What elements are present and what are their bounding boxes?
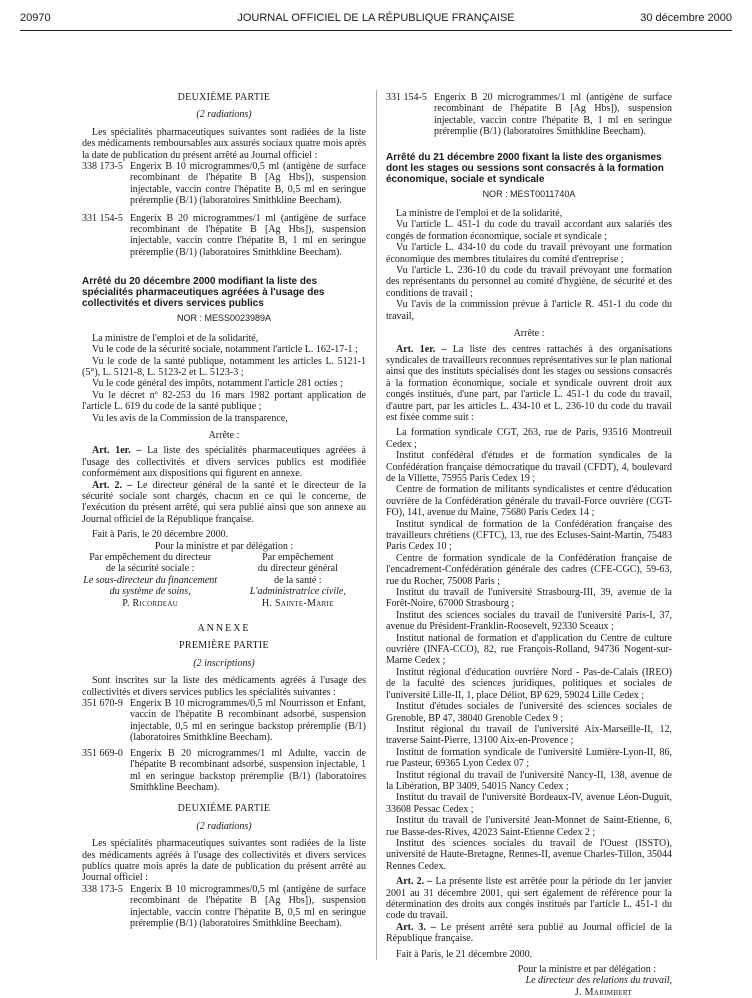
organisme: Institut régional du travail de l'université Aix-Marseille-II, 12, traverse Saint-Pierre, 13100 Aix-en-Provence ; (386, 723, 672, 747)
article-label: Art. 3. – (396, 921, 436, 933)
delegation-line: Pour la ministre et par délégation : (517, 964, 656, 976)
journal-title: JOURNAL OFFICIEL DE LA RÉPUBLIQUE FRANÇAISE (237, 12, 515, 24)
fait-line: Fait à Paris, le 21 décembre 2000. (396, 948, 533, 960)
organisme: Centre de formation de militants syndicalistes et centre d'éducation ouvrière de la Confédération générale du travail-Force ouvrière (CGT-FO), 141, avenue du Maine, 75680 Paris Cedex 14 ; (386, 484, 672, 519)
organisme: Institut des sciences sociales du travail de l'Ouest (ISSTO), université de Haute-Bretagne, Rennes-II, avenue Charles-Tillon, 35044 Rennes Cedex. (386, 837, 672, 872)
signature-line: de la santé : (274, 574, 322, 586)
item-text: Engerix B 10 microgrammes/0,5 ml Nourrisson et Enfant, vaccin de l'hépatite B recombinant adsorbé, suspension injectable, 0,5 ml en seringue backstop préremplie (B/1) (laboratoires Smithkline Beecham). (130, 698, 366, 744)
visa-line: Vu l'article L. 451-1 du code du travail accordant aux salariés des congés de formation économique, sociale et syndicale ; (386, 219, 672, 242)
visa-line: Vu le code de la santé publique, notamment les articles L. 5121-1 (5°), L. 5121-8, L. 5123-2 et L. 5123-3 ; (82, 355, 366, 378)
nor-reference: NOR : MESS0023989A (176, 313, 272, 324)
section-subtitle: (2 inscriptions) (193, 657, 255, 669)
column-divider (376, 90, 377, 960)
list-item (82, 213, 366, 259)
signature-right (230, 552, 366, 609)
arrete-label: Arrête : (208, 429, 240, 441)
page-number: 20970 (20, 12, 51, 24)
item-code: 351 669-0 (82, 747, 123, 759)
article-3 (386, 922, 672, 945)
organisme: Institut d'études sociales de l'université des sciences sociales de Grenoble, BP 47, 38040 Grenoble Cedex 9 ; (386, 701, 672, 724)
nor-reference: NOR : MEST0011740A (482, 188, 576, 199)
item-code: 351 670-9 (82, 698, 123, 710)
annexe-title: ANNEXE (197, 623, 251, 635)
visa-line: La ministre de l'emploi et de la solidarité, (396, 208, 563, 220)
organisme: Institut de formation syndicale de l'université Lumière-Lyon-II, 86, rue Pasteur, 69365 Lyon Cedex 07 ; (386, 746, 672, 770)
article-label: Art. 2. – (396, 876, 433, 888)
signature-line: Par empêchement du directeur (89, 552, 212, 563)
organisme: Institut syndical de formation de la Confédération française des travailleurs chrétiens (CFTC), 13, rue des Ecluses-Saint-Martin, 75483 Paris Cedex 10 ; (386, 518, 672, 553)
list-item (82, 748, 366, 794)
organisme: Centre de formation syndicale de la Confédération française de l'encadrement-Confédération générale des cadres (CFE-CGC), 59-63, rue du Rocher, 75008 Paris ; (386, 552, 672, 587)
article-text: Le présent arrêté sera publié au Journal officiel de la République française. (386, 921, 672, 945)
signature-name: J. Marimbert (574, 986, 632, 998)
issue-date: 30 décembre 2000 (640, 12, 732, 24)
delegation-line: Pour la ministre et par délégation : (154, 540, 294, 552)
item-text: Engerix B 10 microgrammes/0,5 ml (antigène de surface recombinant de l'hépatite B [Ag Hbs]), suspension injectable, vaccin contre l'hépatite B, 0,5 ml en seringue préremplie (B/1) (laboratoires Smithkline Beecham). (130, 161, 366, 207)
visa-line: Vu l'article L. 236-10 du code du travail prévoyant une formation des représentants du personnel au comité d'hygiène, de sécurité et des conditions de travail ; (386, 265, 672, 299)
signature-line: de la sécurité sociale : (106, 563, 195, 575)
article-text: La présente liste est arrêtée pour la période du 1er janvier 2001 au 31 décembre 2001, qui sert également de référence pour la détermination des droits aux congés institués par l'article L. 451-1 du code du travail. (386, 876, 672, 922)
right-column (386, 92, 672, 998)
organisme: Institut du travail de l'université Strasbourg-III, 39, avenue de la Forêt-Noire, 67000 Strasbourg ; (386, 587, 672, 610)
visa-line: Vu le décret nº 82-253 du 16 mars 1982 portant application de l'article L. 619 du code de la santé publique ; (82, 389, 366, 413)
signature-line: du système de soins, (109, 586, 191, 598)
signature-line: Le sous-directeur du financement (83, 574, 218, 586)
list-item (82, 161, 366, 207)
arrete-label: Arrête : (513, 328, 545, 340)
header-rule (20, 30, 732, 31)
list-item (82, 884, 366, 930)
article-label: Art. 2. – (92, 479, 132, 491)
visa-line: Vu l'avis de la commission prévue à l'article R. 451-1 du code du travail, (386, 299, 672, 322)
article-1 (82, 445, 366, 479)
paragraph: Les spécialités pharmaceutiques suivantes sont radiées de la liste des médicaments agréés à l'usage des collectivités et divers services publics quatre mois après la date de publication du présent arrêté au Journal officiel : (82, 838, 366, 884)
organisme: La formation syndicale CGT, 263, rue de Paris, 93516 Montreuil Cedex ; (386, 427, 672, 450)
paragraph: Sont inscrites sur la liste des médicaments agréés à l'usage des collectivités et divers services publics les spécialités suivantes : (82, 675, 366, 698)
article-label: Art. 1er. – (92, 445, 142, 457)
visa-line: Vu l'article L. 434-10 du code du travail prévoyant une formation économique des membres titulaires du comité d'entreprise ; (386, 242, 672, 265)
fait-line: Fait à Paris, le 20 décembre 2000. (92, 529, 229, 541)
visa-line: La ministre de l'emploi et de la solidarité, (92, 332, 259, 344)
list-item (82, 698, 366, 744)
article-text: La liste des spécialités pharmaceutiques agréées à l'usage des collectivités et divers services publics est modifiée conformément aux dispositions qui figurent en annexe. (82, 445, 366, 480)
article-text: La liste des centres rattachés à des organisations syndicales de travailleurs reconnues représentatives sur le plan national ainsi que des instituts spécialisés dont les stages ou sessions consacrés à la formation économique, sociale et syndicale ouvrent droit aux congés institués, d'une part, par l'article L. 451-1 du code du travail, d'autre part, par les articles L. 434-10 et L. 236-10 du code du travail est fixée comme suit : (386, 343, 672, 423)
item-code: 331 154-5 (386, 92, 427, 103)
organisme: Institut national de formation et d'application du Centre de culture ouvrière (INFA-CCO), 82, rue François-Rolland, 94736 Nogent-sur-Marne Cedex ; (386, 632, 672, 667)
section-title: DEUXIÈME PARTIE (177, 92, 271, 103)
item-code: 338 173-5 (82, 883, 123, 895)
item-code: 331 154-5 (82, 212, 123, 224)
organisme: Institut des sciences sociales du travail de l'université Paris-I, 37, avenue du Président-Franklin-Roosevelt, 92330 Sceaux ; (386, 609, 672, 633)
visa-line: Vu le code de la sécurité sociale, notamment l'article L. 162-17-1 ; (92, 344, 358, 356)
organisme: Institut régional du travail de l'université Nancy-II, 138, avenue de la Libération, BP 3409, 54015 Nancy Cedex ; (386, 769, 672, 792)
article-label: Art. 1er. – (396, 343, 447, 355)
section-subtitle: (2 radiations) (196, 109, 252, 121)
organisme: Institut du travail de l'université Bordeaux-IV, avenue Léon-Duguit, 33608 Pessac Cedex ; (386, 792, 672, 815)
signature-title: Le directeur des relations du travail, (525, 975, 672, 987)
left-column (82, 92, 366, 929)
signature-name: P. Ricordeau (122, 597, 179, 609)
arrete-title: Arrêté du 20 décembre 2000 modifiant la liste des spécialités pharmaceutiques agréées à l'usage des collectivités et divers services publics (82, 276, 325, 310)
signature-name: H. Sainte-Marie (261, 597, 334, 609)
signature-block (82, 552, 366, 609)
section-title: PREMIÈRE PARTIE (179, 640, 269, 652)
signature-line: du directeur général (257, 563, 338, 575)
arrete-title: Arrêté du 21 décembre 2000 fixant la liste des organismes dont les stages ou sessions sont consacrés à la formation économique, sociale et syndicale (386, 151, 664, 185)
organisme: Institut confédéral d'études et de formation syndicales de la Confédération française démocratique du travail (CFDT), 4, boulevard de la Villette, 75955 Paris Cedex 19 ; (386, 450, 672, 484)
article-2 (82, 480, 366, 526)
organisme: Institut du travail de l'université Jean-Monnet de Saint-Etienne, 6, rue Basse-des-Rives, 42023 Saint-Etienne Cedex 2 ; (386, 815, 672, 838)
visa-line: Vu les avis de la Commission de la transparence, (92, 412, 288, 424)
article-text: Le directeur général de la santé et le directeur de la sécurité sociale sont chargés, chacun en ce qui le concerne, de l'exécution du présent arrêté, qui sera publié ainsi que son annexe au Journal officiel de la République française. (82, 479, 367, 525)
item-code: 338 173-5 (82, 161, 123, 173)
paragraph: Les spécialités pharmaceutiques suivantes sont radiées de la liste des médicaments remboursables aux assurés sociaux quatre mois après la date de publication du présent arrêté au Journal officiel : (82, 126, 366, 161)
visa-line: Vu le code général des impôts, notamment l'article 281 octies ; (92, 378, 343, 390)
article-2 (386, 876, 672, 922)
item-text: Engerix B 10 microgrammes/0,5 ml (antigène de surface recombinant de l'hépatite B [Ag Hbs]), suspension injectable, vaccin contre l'hépatite B, 0,5 ml en seringue préremplie (B/1) (laboratoires Smithkline Beecham). (130, 883, 366, 929)
article-1 (386, 344, 672, 424)
item-text: Engerix B 20 microgrammes/1 ml (antigène de surface recombinant de l'hépatite B [Ag Hbs]), suspension injectable, vaccin contre l'hépatite B, 1 ml en seringue préremplie (B/1) (laboratoires Smithkline Beecham). (434, 92, 672, 138)
organisme: Institut régional d'éducation ouvrière Nord - Pas-de-Calais (IREO) de la faculté des sciences juridiques, politiques et sociales de l'université Lille-II, 1, place Déliot, BP 629, 59024 Lille Cedex ; (386, 666, 672, 701)
signature-left (82, 552, 218, 609)
section-subtitle: (2 radiations) (196, 820, 252, 832)
signature-line: Par empêchement (262, 552, 334, 563)
item-text: Engerix B 20 microgrammes/1 ml (antigène de surface recombinant de l'hépatite B [Ag Hbs]), suspension injectable, vaccin contre l'hépatite B, 1 ml en seringue préremplie (B/1) (laboratoires Smithkline Beecham). (130, 212, 366, 258)
list-item (386, 92, 672, 138)
item-text: Engerix B 20 microgrammes/1 ml Adulte, vaccin de l'hépatite B recombinant adsorbé, suspension injectable, 1 ml en seringue backstop préremplie (B/1) (laboratoires Smithkline Beecham). (130, 747, 366, 793)
page-header (20, 8, 732, 32)
section-title: DEUXIÈME PARTIE (177, 803, 271, 815)
signature-line: L'administratrice civile, (249, 586, 346, 598)
